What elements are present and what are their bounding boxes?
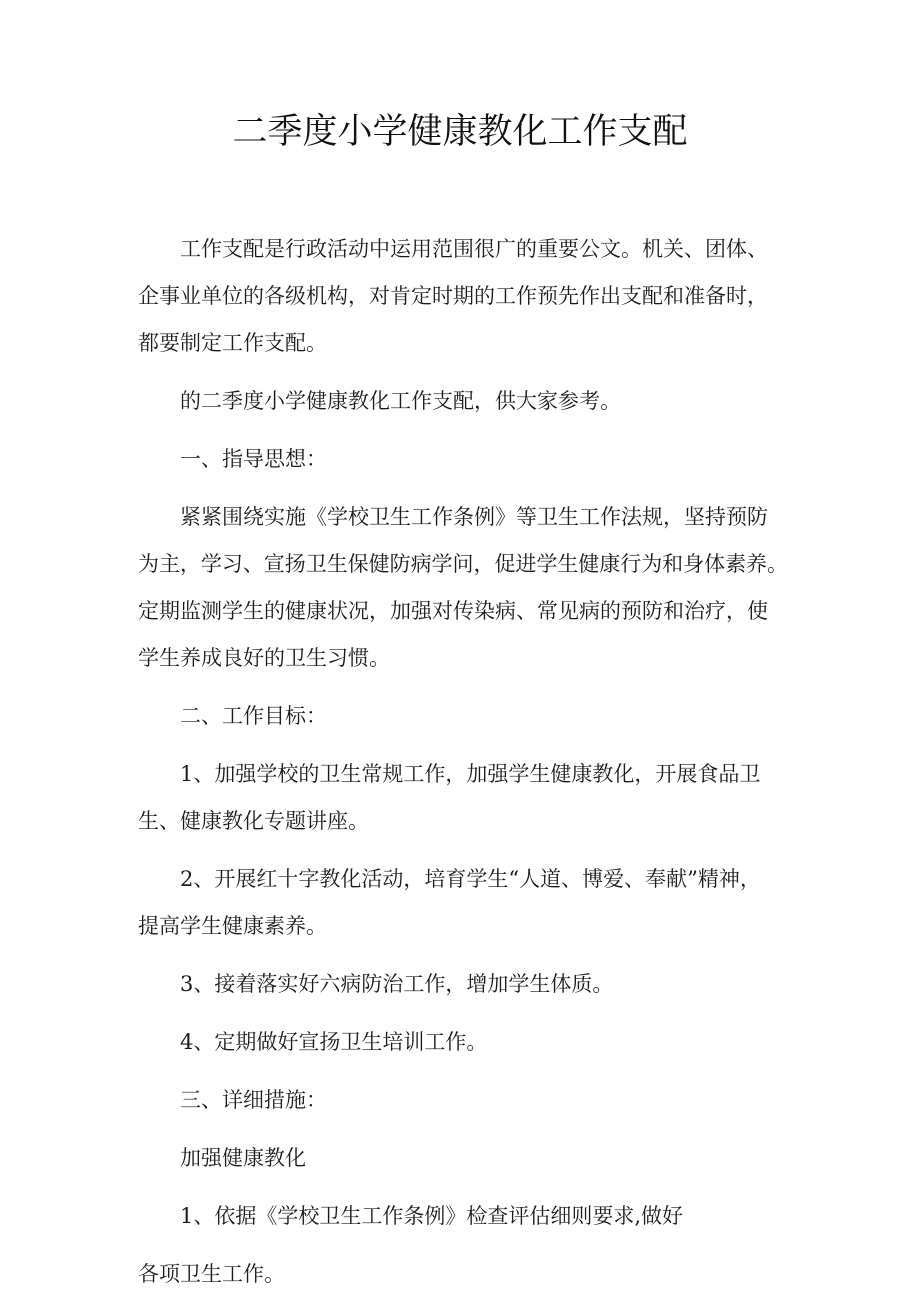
paragraph-gap (138, 1008, 788, 1019)
text-line: 1、加强学校的卫生常规工作，加强学生健康教化，开展食品卫 (180, 762, 761, 786)
text-line: 的二季度小学健康教化工作支配，供大家参考。 (180, 389, 621, 413)
text-line: 1、依据《学校卫生工作条例》检查评估细则要求,做好 (180, 1204, 684, 1228)
document-title: 二季度小学健康教化工作支配 (232, 112, 688, 152)
text-line: 2、开展红十字教化活动，培育学生“人道、博爱、奉献”精神， (180, 867, 761, 891)
text-line: 二、工作目标： (180, 704, 327, 728)
text-line: 工作支配是行政活动中运用范围很广的重要公文。机关、团体、 (180, 237, 768, 261)
text-line: 为主，学习、宣扬卫生保健防病学问，促进学生健康行为和身体素养。 (138, 552, 788, 576)
text-line: 企事业单位的各级机构，对肯定时期的工作预先作出支配和准备时， (138, 284, 768, 308)
text-line: 紧紧围绕实施《学校卫生工作条例》等卫生工作法规，坚持预防 (180, 505, 768, 529)
document-body (138, 226, 788, 1298)
paragraph-gap (138, 1124, 788, 1135)
paragraph-gap (138, 682, 788, 693)
text-line: 定期监测学生的健康状况，加强对传染病、常见病的预防和治疗，使 (138, 599, 768, 623)
paragraph-gap (138, 1240, 788, 1251)
text-line: 4、定期做好宣扬卫生培训工作。 (180, 1030, 488, 1054)
text-line: 生、健康教化专题讲座。 (138, 809, 369, 833)
text-line: 3、接着落实好六病防治工作，增加学生体质。 (180, 972, 614, 996)
paragraph-gap (138, 1182, 788, 1193)
paragraph-gap (138, 845, 788, 856)
text-line: 加强健康教化 (180, 1146, 306, 1170)
text-line: 都要制定工作支配。 (138, 331, 327, 355)
paragraph-gap (138, 950, 788, 961)
text-line: 学生养成良好的卫生习惯。 (138, 646, 390, 670)
paragraph-gap (138, 425, 788, 436)
text-line: 提高学生健康素养。 (138, 914, 327, 938)
text-line: 各项卫生工作。 (138, 1262, 285, 1286)
text-line: 一、指导思想： (180, 447, 327, 471)
paragraph-gap (138, 740, 788, 751)
paragraph-gap (138, 367, 788, 378)
text-line: 三、详细措施： (180, 1088, 327, 1112)
paragraph-gap (138, 1066, 788, 1077)
paragraph-gap (138, 483, 788, 494)
